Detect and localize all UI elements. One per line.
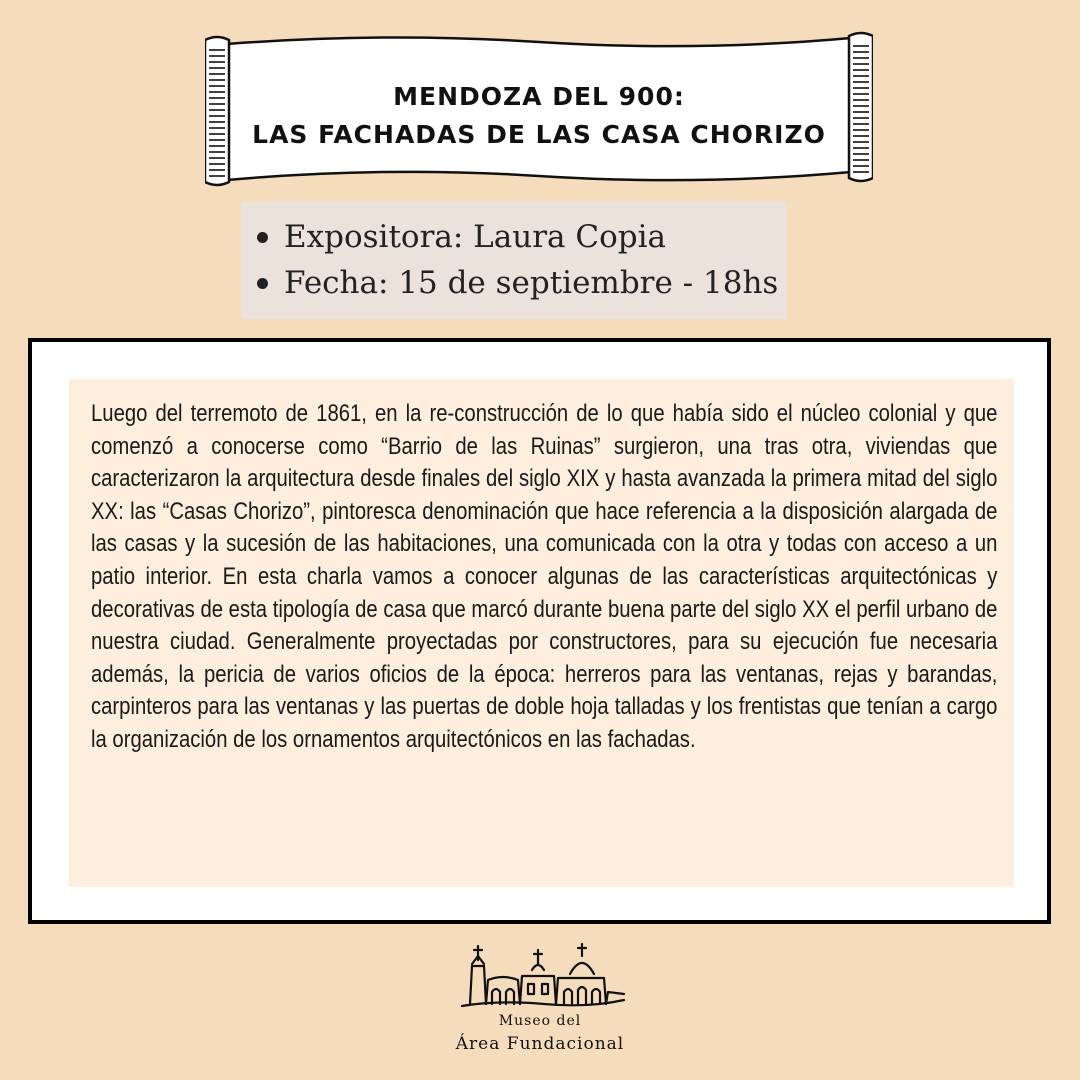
city-skyline-icon (458, 940, 628, 1012)
banner-title-line-1: MENDOZA DEL 900: (393, 82, 685, 111)
logo-line-2: Área Fundacional (455, 1034, 625, 1054)
date-text: Fecha: 15 de septiembre - 18hs (284, 265, 779, 301)
description-card (28, 338, 1051, 924)
bullet-icon (257, 278, 268, 289)
bullet-icon (257, 232, 268, 243)
banner-title (245, 78, 833, 154)
museum-logo (440, 940, 640, 1060)
description-panel (69, 379, 1014, 887)
logo-line-1: Museo del (498, 1013, 582, 1029)
event-info-box (241, 202, 787, 319)
info-item-date (257, 260, 787, 306)
description-text: Luego del terremoto de 1861, en la re-construcción de lo que había sido el núcleo colonial y que comenzó a conocerse como “Barrio de las Ruinas” surgieron, una tras otra, viviendas que caracterizaron la arquitectura desde finales del siglo XIX y hasta avanzada la primera mitad del siglo XX: las “Casas Chorizo”, pintoresca denominación que hace referencia a la disposición alargada de las casas y la sucesión de las habitaciones, una comunicada con la otra y todas con acceso a un patio interior. En esta charla vamos a conocer algunas de las características arquitectónicas y decorativas de esta tipología de casa que marcó durante buena parte del siglo XX el perfil urbano de nuestra ciudad. Generalmente proyectadas por constructores, para su ejecución fue necesaria además, la pericia de varios oficios de la época: herreros para las ventanas, rejas y barandas, carpinteros para las ventanas y las puertas de doble hoja talladas y los frentistas que tenían a cargo la organización de los ornamentos arquitectónicos en las fachadas. (91, 401, 998, 753)
title-banner (205, 30, 873, 188)
info-item-speaker (257, 214, 787, 260)
speaker-text: Expositora: Laura Copia (284, 219, 666, 255)
banner-title-line-2: LAS FACHADAS DE LAS CASA CHORIZO (252, 120, 826, 149)
